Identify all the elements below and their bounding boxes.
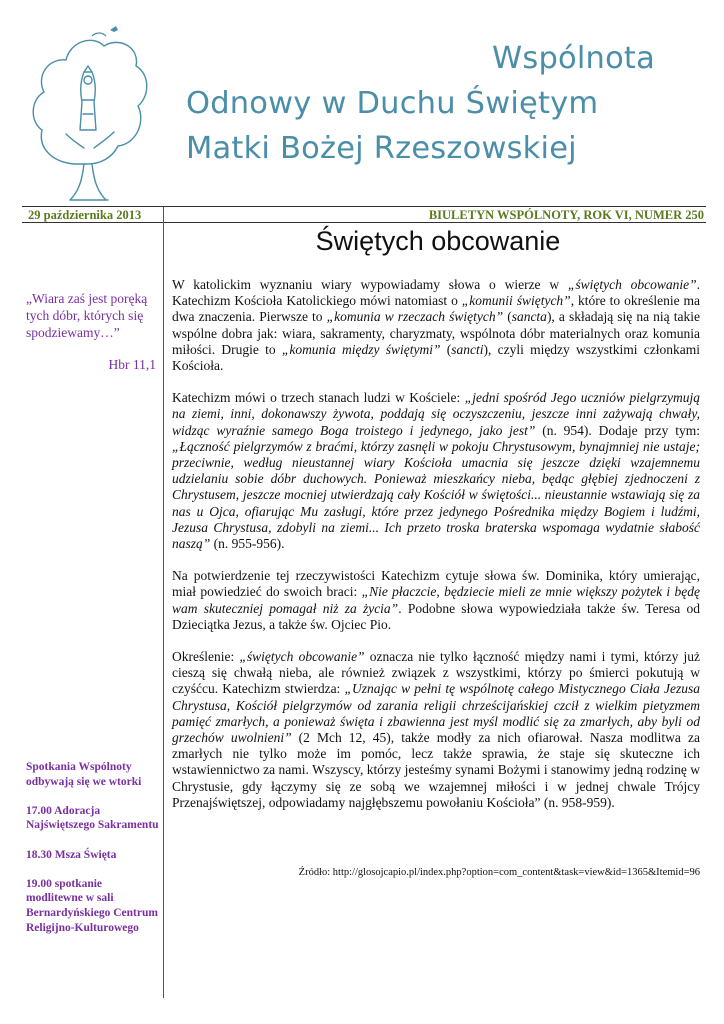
quoted-text: „Nie płaczcie, będziecie mieli ze mnie większy pożytek i będę wam skuteczniej pomagał niż za życia” [172,584,700,616]
meeting-adoration: 17.00 Adoracja Najświętszego Sakramentu [26,804,159,832]
quoted-text: sancta [511,309,547,325]
article-source: Źródło: http://glosojcapio.pl/index.php?option=com_content&task=view&id=1365&Itemid=96 [298,867,700,878]
body-text: W katolickim wyznaniu wiary wypowiadamy słowa o wierze w [172,277,568,292]
body-text: ), czyli między wszystkimi członkami Kościoła. [172,341,700,374]
quoted-text: „Łączność pielgrzymów z braćmi, którzy zasnęli w pokoju Chrystusowym, bynajmniej nie ustaje; przeciwnie, według nieustannej wiary Kościoła umacnia się jeszcze dzięki wzajemnemu udzielaniu sobie dóbr duchowych. Ponieważ mieszkańcy nieba, będąc głębiej zjednoczeni z Chrystusem, jeszcze mocniej utwierdzają cały Kościół w świętości... nieustannie wstawiają się za nas u Ojca, ofiarując Mu zasługi, które przez jedynego Pośrednika między Bogiem i ludźmi, Jezusa Chrystusa, zdobyli na ziemi... Ich przeto troska braterska wspomaga wydatnie słabość naszą” [172,438,700,552]
article-paragraph [172,390,700,552]
tree-madonna-icon [26,22,152,202]
quoted-text: sancti [451,341,484,357]
body-text: (n. 954). Dodaje przy tym: [535,422,700,438]
body-text: Określenie: [172,649,240,665]
sidebar-quote-reference: Hbr 11,1 [108,357,156,372]
masthead-title [186,36,706,171]
body-text: (2 Mch 12, 45), także modły za nich ofiarował. Nasza modlitwa za zmarłych nie tylko może im pomóc, lecz także sprawia, że staje się skuteczne ich wstawiennictwo za nami. Wszyscy, którzy jesteśmy synami Bożymi i stanowimy jedną rodzinę w Chrystusie, gdy łączymy się ze sobą we wzajemnej miłości i w jednej chwale Trójcy Przenajświętszej, odpowiadamy najgłębszemu powołaniu Kościoła” (n. 958-959). [172,730,700,810]
article-paragraph [172,277,700,374]
body-text: ( [440,341,452,357]
meta-separator [163,207,164,223]
issue-number: BIULETYN WSPÓLNOTY, ROK VI, NUMER 250 [428,208,704,222]
quoted-text: „komunia między świętymi” [281,341,441,357]
article-paragraph [172,568,700,633]
sidebar-quote: „Wiara zaś jest poręką tych dóbr, których się spodziewamy…” [26,291,148,340]
meeting-info: Spotkania Wspólnoty odbywają się we wtorki [26,761,142,788]
body-text: (n. 955-956). [210,536,285,552]
header-rule-bottom [22,222,706,223]
article-body [172,277,700,827]
body-text: Katechizm mówi o trzech stanach ludzi w Kościele: [172,390,465,406]
community-logo [26,22,152,202]
title-line-3: Matki Bożej Rzeszowskiej [186,131,577,166]
body-text: oznacza nie tylko łączność między nami i tymi, którzy już cieszą się chwałą nieba, ale również związek z wszystkimi, którzy po śmierci pokutują w czyśćcu. Katechizm stwierdza: [172,649,701,697]
meeting-schedule [26,760,160,950]
meeting-prayer: 19.00 spotkanie modlitewne w sali Bernardyńskiego Centrum Religijno-Kulturowego [26,877,158,934]
quoted-text: „jedni spośród Jego uczniów pielgrzymują na ziemi, inni, dokonawszy żywota, poddają się oczyszczeniu, jeszcze inni zażywają chwały, widząc wyraźnie samego Boga troistego i jedynego, jako jest” [172,390,700,438]
quoted-text: „świętych obcowanie” [567,277,697,292]
title-line-2: Odnowy w Duchu Świętym [186,86,599,121]
issue-meta-row [22,207,706,223]
quoted-text: „komunii świętych” [461,293,571,309]
body-text: . Katechizm Kościoła Katolickiego mówi natomiast o [172,277,700,309]
body-text: , które to określenie ma dwa znaczenia. Pierwsze to [172,293,701,325]
quoted-text: „świętych obcowanie” [239,649,365,665]
title-line-1: Wspólnota [492,41,655,76]
body-text: . Podobne słowa wypowiedziała także św. Teresa od Dzieciątka Jezus, a także św. Ojciec Pio. [172,600,700,632]
column-divider [163,222,164,998]
body-text: Na potwierdzenie tej rzeczywistości Katechizm cytuje słowa św. Dominika, który umierając, miał powiedzieć do swoich braci: [172,568,700,600]
meeting-mass: 18.30 Msza Święta [26,848,117,861]
article-title: Świętych obcowanie [315,226,561,256]
body-text: ), a składają się na nią takie wspólne dobra jak: wiara, sakramenty, charyzmaty, wspólnota dóbr materialnych oraz komunia miłości. Drugie to [172,309,700,357]
body-text: ( [503,309,512,325]
quoted-text: „komunia w rzeczach świętych” [326,309,504,325]
article-paragraph [172,649,700,811]
issue-date: 29 października 2013 [28,208,142,222]
quoted-text: „Uznając w pełni tę wspólnotę całego Mistycznego Ciała Jezusa Chrystusa, Kościół pielgrzymów od zarania religii chrześcijańskiej czcił z wielkim pietyzmem pamięć zmarłych, a ponieważ święta i zbawienna jest myśl modlić się za zmarłych, aby byli od grzechów uwolnieni” [172,681,700,746]
